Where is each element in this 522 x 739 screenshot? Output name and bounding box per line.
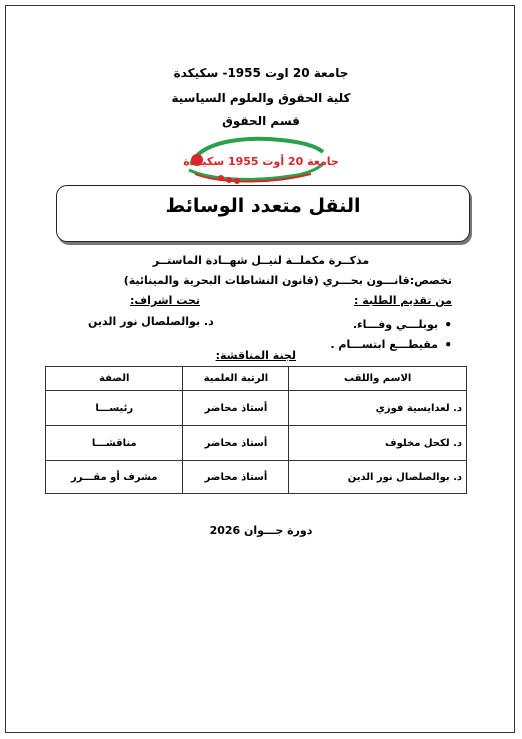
university-logo [181, 134, 339, 186]
session-line: دورة جـــوان 2026 [209, 524, 313, 537]
member-name: د. لكحل مخلوف [289, 426, 467, 461]
table-header-row [46, 367, 467, 391]
specialty-line: تخصص:قانـــون بحـــري (قانون النشاطات البحرية والمينائية) [123, 274, 452, 287]
column-header: الاسم واللقب [289, 367, 467, 391]
member-name: د. لعدايسية فوزي [289, 391, 467, 426]
title-box [56, 185, 470, 242]
logo-text: جامعة 20 أوت 1955 سكيكدة [183, 155, 339, 168]
member-role: مناقشـــا [46, 426, 183, 461]
student-name: • بوبلـــي وفـــاء. [330, 315, 452, 335]
member-name: د. بوالصلصال نور الدين [289, 461, 467, 494]
column-header: الصفة [46, 367, 183, 391]
university-name: جامعة 20 اوت 1955- سكيكدة [173, 66, 349, 80]
thesis-title: النقل متعدد الوسائط [165, 195, 361, 217]
students-heading: من تقديم الطلبة : [353, 294, 452, 307]
member-role: رئيســـا [46, 391, 183, 426]
committee-heading: لجنة المناقشة: [215, 349, 296, 362]
degree-line: مذكــرة مكملــة لنيــل شهــادة الماستــر [152, 254, 370, 267]
column-header: الرتبة العلمية [183, 367, 289, 391]
table-row [46, 391, 467, 426]
member-rank: أستاذ محاضر [183, 426, 289, 461]
students-list [330, 315, 452, 355]
table-row [46, 426, 467, 461]
member-rank: أستاذ محاضر [183, 391, 289, 426]
member-rank: أستاذ محاضر [183, 461, 289, 494]
supervisor-name: د. بوالصلصال نور الدين [88, 315, 214, 328]
student-name: • مقيطـــع ابتســـام . [330, 335, 452, 355]
committee-table [45, 366, 467, 494]
faculty-name: كلية الحقوق والعلوم السياسية [171, 91, 351, 105]
table-row [46, 461, 467, 494]
supervisor-heading: تحت اشراف: [130, 294, 200, 307]
department-name: قسم الحقوق [222, 114, 300, 128]
member-role: مشرف أو مقـــرر [46, 461, 183, 494]
